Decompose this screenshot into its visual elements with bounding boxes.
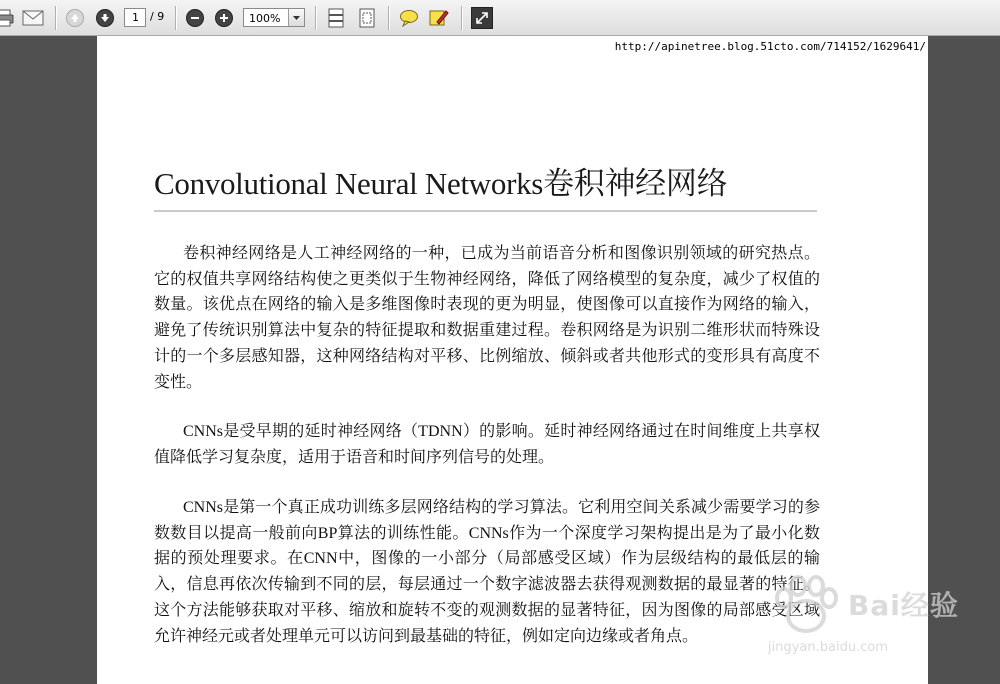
toolbar-separator <box>55 6 57 30</box>
zoom-select[interactable] <box>243 8 305 27</box>
comment-icon[interactable] <box>397 6 421 30</box>
toolbar-separator <box>461 6 463 30</box>
next-page-icon[interactable] <box>93 6 117 30</box>
toolbar-separator <box>175 6 177 30</box>
paw-logo-icon <box>766 574 846 638</box>
watermark-brand: Bai经验 <box>848 589 959 622</box>
email-icon[interactable] <box>21 6 45 30</box>
pdf-toolbar <box>0 0 1000 36</box>
paragraph: CNNs是受早期的延时神经网络（TDNN）的影响。延时神经网络通过在时间维度上共享权值降低学习复杂度，适用于语音和时间序列信号的处理。 <box>154 423 820 466</box>
previous-page-icon[interactable] <box>63 6 87 30</box>
fit-page-icon[interactable] <box>355 6 379 30</box>
document-title: Convolutional Neural Networks卷积神经网络 <box>154 166 728 201</box>
print-icon[interactable] <box>0 6 16 30</box>
zoom-in-icon[interactable] <box>212 6 236 30</box>
paragraph: CNNs是第一个真正成功训练多层网络结构的学习算法。它利用空间关系减少需要学习的参数数目以提高一般前向BP算法的训练性能。CNNs作为一个深度学习架构提出是为了最小化数据的预处理要求。在CNN中，图像的一小部分（局部感受区域）作为层级结构的最低层的输入，信息再依次传输到不同的层，每层通过一个数字滤波器去获得观测数据的最显著的特征。这个方法能够获取对平移、缩放和旋转不变的观测数据的显著特征，因为图像的局部感受区域允许神经元或者处理单元可以访问到最基础的特征，例如定向边缘或者角点。 <box>154 499 820 645</box>
chevron-down-icon[interactable] <box>288 9 304 26</box>
zoom-value: 100% <box>249 12 281 25</box>
highlight-icon[interactable] <box>427 6 451 30</box>
baidu-jingyan-watermark <box>766 574 966 664</box>
watermark-site: jingyan.baidu.com <box>768 640 888 655</box>
toolbar-separator <box>315 6 317 30</box>
total-pages-label: / 9 <box>150 10 165 23</box>
page-url: http://apinetree.blog.51cto.com/714152/1629641/ <box>614 40 926 53</box>
fit-width-icon[interactable] <box>324 6 348 30</box>
paragraph: 卷积神经网络是人工神经网络的一种，已成为当前语音分析和图像识别领域的研究热点。它的权值共享网络结构使之更类似于生物神经网络，降低了网络模型的复杂度，减少了权值的数量。该优点在网络的输入是多维图像时表现的更为明显，使图像可以直接作为网络的输入，避免了传统识别算法中复杂的特征提取和数据重建过程。卷积网络是为识别二维形状而特殊设计的一个多层感知器，这种网络结构对平移、比例缩放、倾斜或者共他形式的变形具有高度不变性。 <box>154 245 820 391</box>
toolbar-separator <box>388 6 390 30</box>
fullscreen-icon[interactable] <box>470 6 494 30</box>
title-divider <box>154 210 817 212</box>
current-page-input[interactable]: 1 <box>124 8 146 27</box>
zoom-out-icon[interactable] <box>183 6 207 30</box>
